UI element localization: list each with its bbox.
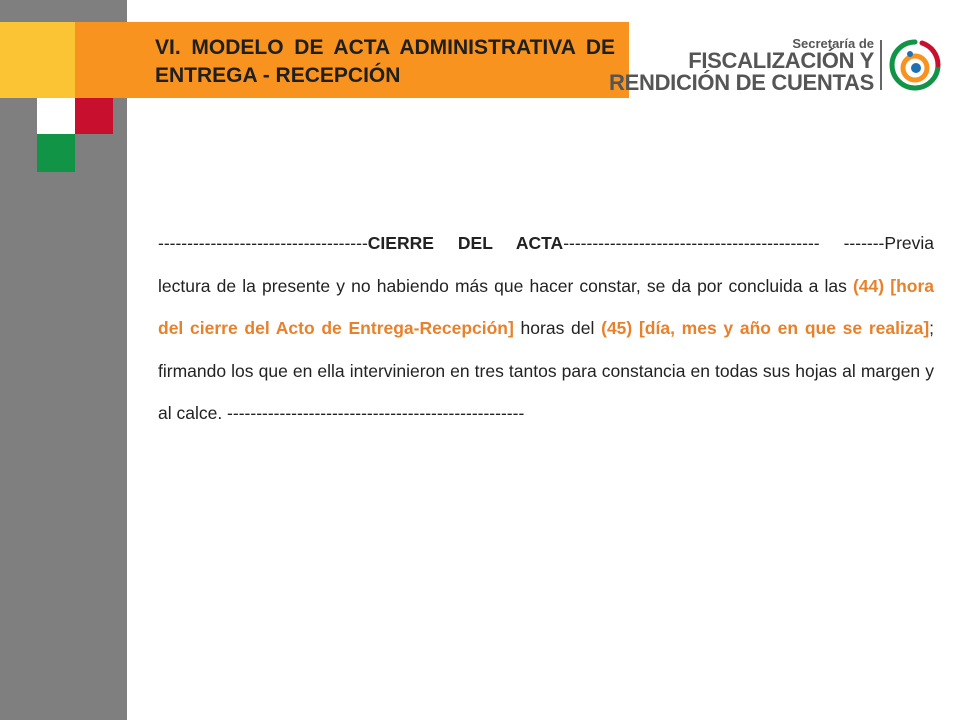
logo-line-2: FISCALIZACIÓN Y bbox=[688, 48, 874, 73]
logo-emblem-icon bbox=[886, 36, 944, 94]
logo-line-3: RENDICIÓN DE CUENTAS bbox=[609, 70, 874, 95]
placeholder-44: (44) [hora del cierre del Acto de Entrega-Recepción] bbox=[158, 275, 934, 338]
body-paragraph bbox=[158, 222, 934, 435]
dashes-trailing: -------------------------------------------- ------- bbox=[563, 233, 885, 253]
slide-title: VI. MODELO DE ACTA ADMINISTRATIVA DE ENTREGA - RECEPCIÓN bbox=[155, 36, 615, 87]
logo-divider bbox=[880, 40, 882, 90]
decor-green-square bbox=[37, 134, 75, 172]
paragraph-text-3: ; firmando los que en ella intervinieron en tres tantos para constancia en todas sus hojas al margen y al calce. --------------------------------------------------- bbox=[158, 318, 935, 423]
secretaria-logo bbox=[609, 36, 948, 95]
logo-line-1: Secretaría de bbox=[792, 36, 874, 51]
decor-red-square bbox=[75, 98, 113, 134]
decor-yellow-square bbox=[0, 22, 75, 98]
section-heading: CIERRE DEL ACTA bbox=[367, 233, 564, 253]
paragraph-text-2: horas del bbox=[513, 318, 602, 338]
dashes-leading: ------------------------------------ bbox=[158, 233, 368, 253]
paragraph-text-1: Previa lectura de la presente y no habiendo más que hacer constar, se da por concluida a las bbox=[158, 233, 934, 296]
decor-white-square bbox=[37, 98, 75, 134]
placeholder-45: (45) [día, mes y año en que se realiza] bbox=[601, 318, 930, 338]
title-banner bbox=[75, 22, 629, 98]
